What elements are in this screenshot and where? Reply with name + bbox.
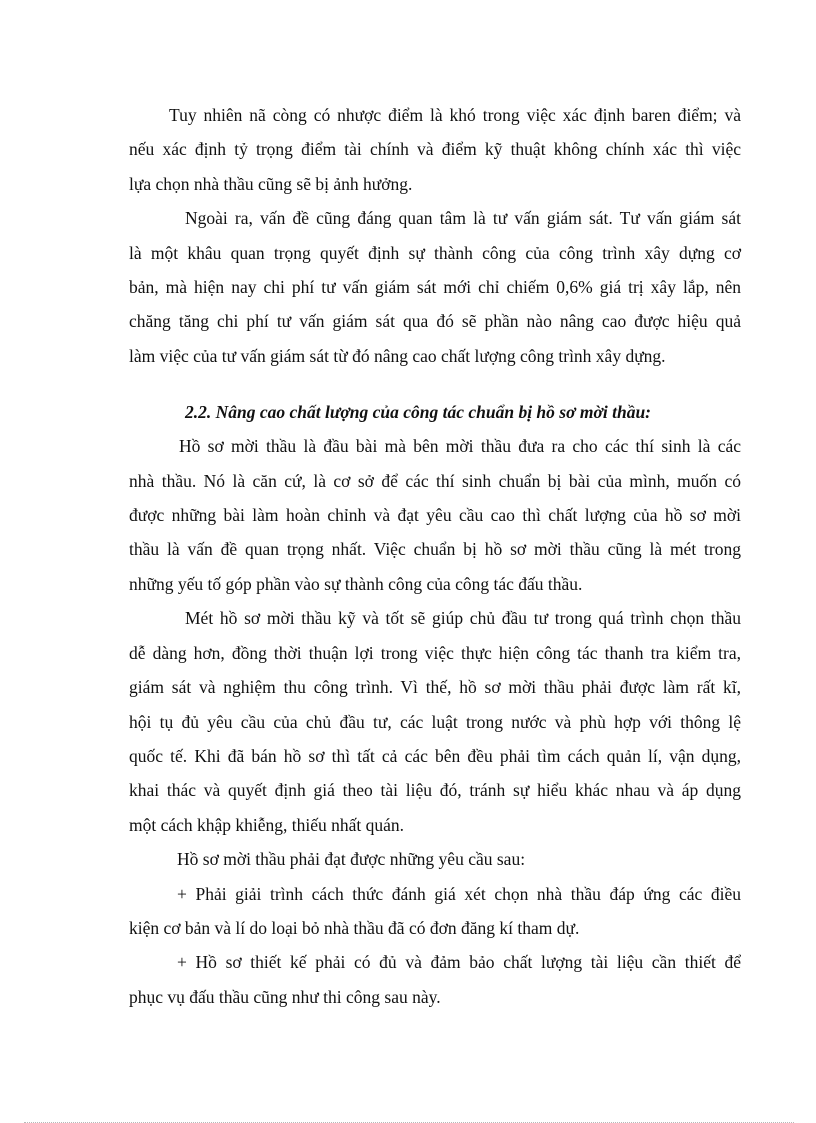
text-line: một cách khập khiễng, thiếu nhất quán.: [129, 814, 405, 835]
text-line: Tuy nhiên nã còng có nhược điểm là khó trong việc xác định baren điểm; và: [169, 105, 741, 125]
text-line: bản, mà hiện nay chi phí tư vấn giám sát mới chỉ chiếm 0,6% giá trị xây lắp, nên: [129, 277, 741, 298]
text-line: được những bài làm hoàn chỉnh và đạt yêu cầu cao thì chất lượng của hồ sơ mời: [129, 505, 741, 526]
section-heading: 2.2. Nâng cao chất lượng của công tác chuẩn bị hồ sơ mời thầu:: [185, 402, 652, 423]
paragraph: [129, 98, 741, 201]
text-line: là một khâu quan trọng quyết định sự thành công của công trình xây dựng cơ: [129, 242, 741, 263]
text-line: Hồ sơ mời thầu là đầu bài mà bên mời thầu đưa ra cho các thí sinh là các: [179, 436, 741, 457]
paragraph: [175, 842, 741, 876]
paragraph: [129, 201, 741, 373]
text-line: lựa chọn nhà thầu cũng sẽ bị ảnh hưởng.: [129, 173, 413, 194]
text-line: chăng tăng chi phí tư vấn giám sát qua đó sẽ phần nào nâng cao được hiệu quả: [129, 311, 741, 332]
text-line: khai thác và quyết định giá theo tài liệu đó, tránh sự hiểu khác nhau và áp dụng: [129, 780, 741, 801]
text-line: + Phải giải trình cách thức đánh giá xét chọn nhà thầu đáp ứng các điều: [177, 883, 741, 904]
text-line: giám sát và nghiệm thu công trình. Vì thế, hồ sơ mời thầu phải được làm rất kĩ,: [129, 677, 741, 698]
text-line: Mét hồ sơ mời thầu kỹ và tốt sẽ giúp chủ đầu tư trong quá trình chọn thầu: [185, 608, 741, 629]
paragraph: [129, 601, 741, 842]
text-line: thầu là vấn đề quan trọng nhất. Việc chuẩn bị hồ sơ mời thầu cũng là mét trong: [129, 539, 741, 560]
paragraph: [129, 429, 741, 601]
text-line: làm việc của tư vấn giám sát từ đó nâng cao chất lượng công trình xây dựng.: [129, 345, 666, 366]
text-line: Ngoài ra, vấn đề cũng đáng quan tâm là tư vấn giám sát. Tư vấn giám sát: [185, 208, 741, 229]
text-line: hội tụ đủ yêu cầu của chủ đầu tư, các luật trong nước và phù hợp với thông lệ: [129, 711, 741, 732]
text-line: kiện cơ bản và lí do loại bỏ nhà thầu đã có đơn đăng kí tham dự.: [129, 917, 580, 938]
spacer: [175, 373, 741, 395]
document-body: [129, 98, 741, 1014]
text-line: nhà thầu. Nó là căn cứ, là cơ sở để các thí sinh chuẩn bị bài của mình, muốn có: [129, 470, 741, 491]
text-line: những yếu tố góp phần vào sự thành công của công tác đấu thầu.: [129, 573, 583, 594]
text-line: Hồ sơ mời thầu phải đạt được những yêu cầu sau:: [177, 849, 526, 870]
text-line: phục vụ đấu thầu cũng như thi công sau này.: [129, 986, 441, 1007]
text-line: + Hồ sơ thiết kế phải có đủ và đảm bảo chất lượng tài liệu cần thiết để: [177, 952, 741, 973]
text-line: dễ dàng hơn, đồng thời thuận lợi trong việc thực hiện công tác thanh tra kiểm tra,: [129, 642, 741, 663]
list-item: [129, 945, 741, 1014]
text-line: nếu xác định tỷ trọng điểm tài chính và điểm kỹ thuật không chính xác thì việc: [129, 139, 741, 160]
text-line: quốc tế. Khi đã bán hồ sơ thì tất cả các bên đều phải tìm cách quản lí, vận dụng,: [129, 745, 741, 766]
list-item: [129, 877, 741, 946]
